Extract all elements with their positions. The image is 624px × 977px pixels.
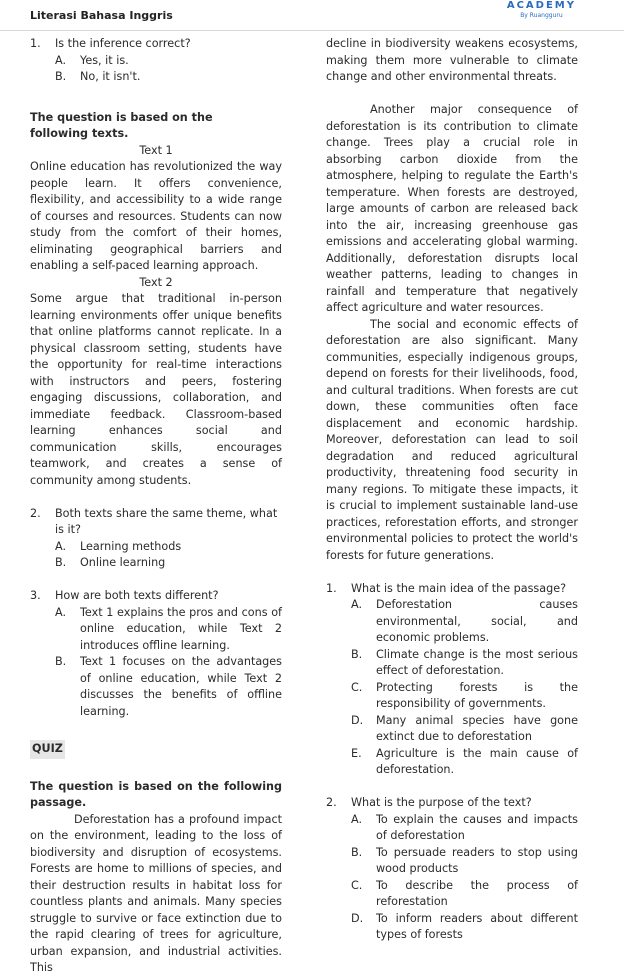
passage-paragraph-2: Another major consequence of deforestation is its contribution to climate change. Trees play a crucial role in absorbing carbon dioxide from the atmosphere, helping to regulate the Earth's temperature. When forests are destroyed, large amounts of carbon are released back into the air, increasing greenhouse gas emissions and accelerating global warming. Additionally, deforestation disrupts local weather patterns, leading to changes in rainfall and temperature that negatively affect agriculture and water resources. — [326, 103, 578, 314]
text-1-body: Online education has revolutionized the way people learn. It offers convenience, flexibility, and accessibility to a wide range of courses and resources. Students can now study from the comfort of their homes, eliminating geographical barriers and enabling a self-paced learning approach. — [30, 160, 282, 272]
question-1 — [30, 36, 282, 53]
option-d[interactable] — [351, 713, 578, 746]
option-letter: D. — [351, 911, 364, 925]
option-text: Protecting forests is the responsibility of governments. — [376, 680, 578, 710]
option-b[interactable] — [55, 69, 282, 86]
question-text: Is the inference correct? — [55, 37, 191, 50]
logo-subtitle: By Ruangguru — [520, 12, 563, 19]
question-2 — [30, 506, 282, 539]
passage-question-2 — [326, 795, 578, 812]
page-header — [0, 0, 624, 31]
option-letter: B. — [55, 70, 67, 83]
option-text: To inform readers about different types of forests — [376, 911, 578, 941]
option-c[interactable] — [351, 878, 578, 911]
option-text: To describe the process of reforestation — [376, 878, 578, 908]
text-2-title: Text 2 — [139, 275, 173, 289]
logo-word: ACADEMY — [506, 0, 576, 11]
option-text: Text 1 focuses on the advantages of online education, while Text 2 discusses the benefits of offline learning. — [80, 655, 282, 718]
academy-logo — [507, 0, 576, 20]
question-text: What is the main idea of the passage? — [351, 581, 567, 595]
text-1-title: Text 1 — [139, 143, 173, 157]
option-text: Learning methods — [80, 539, 182, 553]
option-letter: B. — [351, 845, 363, 859]
option-a[interactable] — [55, 605, 282, 655]
option-letter: B. — [55, 556, 67, 569]
option-text: No, it isn't. — [80, 70, 141, 83]
passage-paragraph-1-continued: decline in biodiversity weakens ecosystems, making them more vulnerable to climate change and other environmental threats. — [326, 37, 578, 83]
option-text: Many animal species have gone extinct due to deforestation — [376, 713, 578, 743]
question-text: How are both texts different? — [55, 589, 219, 602]
header-title: Literasi Bahasa Inggris — [30, 9, 173, 22]
option-letter: C. — [351, 680, 363, 694]
option-a[interactable] — [55, 53, 282, 70]
option-b[interactable] — [55, 654, 282, 720]
option-letter: C. — [351, 878, 363, 892]
question-number: 1. — [30, 37, 41, 50]
option-c[interactable] — [351, 680, 578, 713]
option-text: Text 1 explains the pros and cons of online education, while Text 2 introduces offline learning. — [80, 605, 282, 652]
option-text: Agriculture is the main cause of deforestation. — [376, 746, 578, 776]
quiz-label: QUIZ — [30, 740, 65, 759]
option-text: Climate change is the most serious effect of deforestation. — [376, 647, 578, 677]
option-letter: B. — [55, 655, 67, 668]
passage-paragraph-3: The social and economic effects of deforestation are also significant. Many communities, especially indigenous groups, depend on forests for their livelihoods, food, and cultural traditions. When forests are cut down, these communities often face displacement and economic hardship. Moreover, deforestation can lead to soil degradation and reduced agricultural productivity, threatening food security in many regions. To mitigate these impacts, it is crucial to implement sustainable land-use practices, reforestation efforts, and stronger environmental policies to protect the world's forests for future generations. — [326, 317, 578, 562]
passage-paragraph-1: Deforestation has a profound impact on the environment, leading to the loss of biodiversity and disruption of ecosystems. Forests are home to millions of species, and their destruction results in habitat loss for countless plants and animals. Many species struggle to survive or face extinction due to the rapid clearing of trees for agriculture, urban expansion, and industrial activities. This — [30, 812, 282, 974]
option-text: To persuade readers to stop using wood products — [376, 845, 578, 875]
question-number: 2. — [30, 506, 41, 520]
option-letter: A. — [351, 598, 363, 611]
option-letter: D. — [351, 713, 364, 727]
option-letter: A. — [55, 53, 67, 67]
question-number: 1. — [326, 581, 337, 595]
question-number: 3. — [30, 589, 41, 602]
text-2-body: Some argue that traditional in-person learning environments offer unique benefits that online platforms cannot replicate. In a physical classroom setting, students have the opportunity for real-time interactions with instructors and peers, fostering engaging discussions, collaboration, and immediate feedback. Classroom-based learning enhances social and communication skills, encourages teamwork, and creates a sense of community among students. — [30, 292, 282, 487]
option-text: Online learning — [80, 556, 166, 569]
option-text: Yes, it is. — [80, 53, 129, 67]
option-b[interactable] — [351, 845, 578, 878]
option-b[interactable] — [351, 647, 578, 680]
option-e[interactable] — [351, 746, 578, 779]
question-text: Both texts share the same theme, what is it? — [55, 506, 278, 536]
option-letter: A. — [55, 605, 67, 619]
option-letter: A. — [351, 812, 363, 826]
option-a[interactable] — [351, 597, 578, 647]
option-a[interactable] — [351, 812, 578, 845]
option-letter: E. — [351, 746, 362, 760]
option-a[interactable] — [55, 539, 282, 556]
right-column — [326, 36, 578, 944]
option-b[interactable] — [55, 555, 282, 572]
passage-question-1 — [326, 581, 578, 598]
question-3 — [30, 588, 282, 605]
instruction-texts: The question is based on the following texts. — [30, 110, 213, 140]
question-text: What is the purpose of the text? — [351, 796, 532, 809]
option-d[interactable] — [351, 911, 578, 944]
option-text: Deforestation causes environmental, social, and economic problems. — [376, 598, 578, 644]
left-column — [30, 36, 282, 977]
question-number: 2. — [326, 796, 337, 809]
option-letter: B. — [351, 647, 363, 661]
option-letter: A. — [55, 539, 67, 553]
option-text: To explain the causes and impacts of deforestation — [376, 812, 578, 842]
instruction-passage: The question is based on the following passage. — [30, 779, 282, 809]
